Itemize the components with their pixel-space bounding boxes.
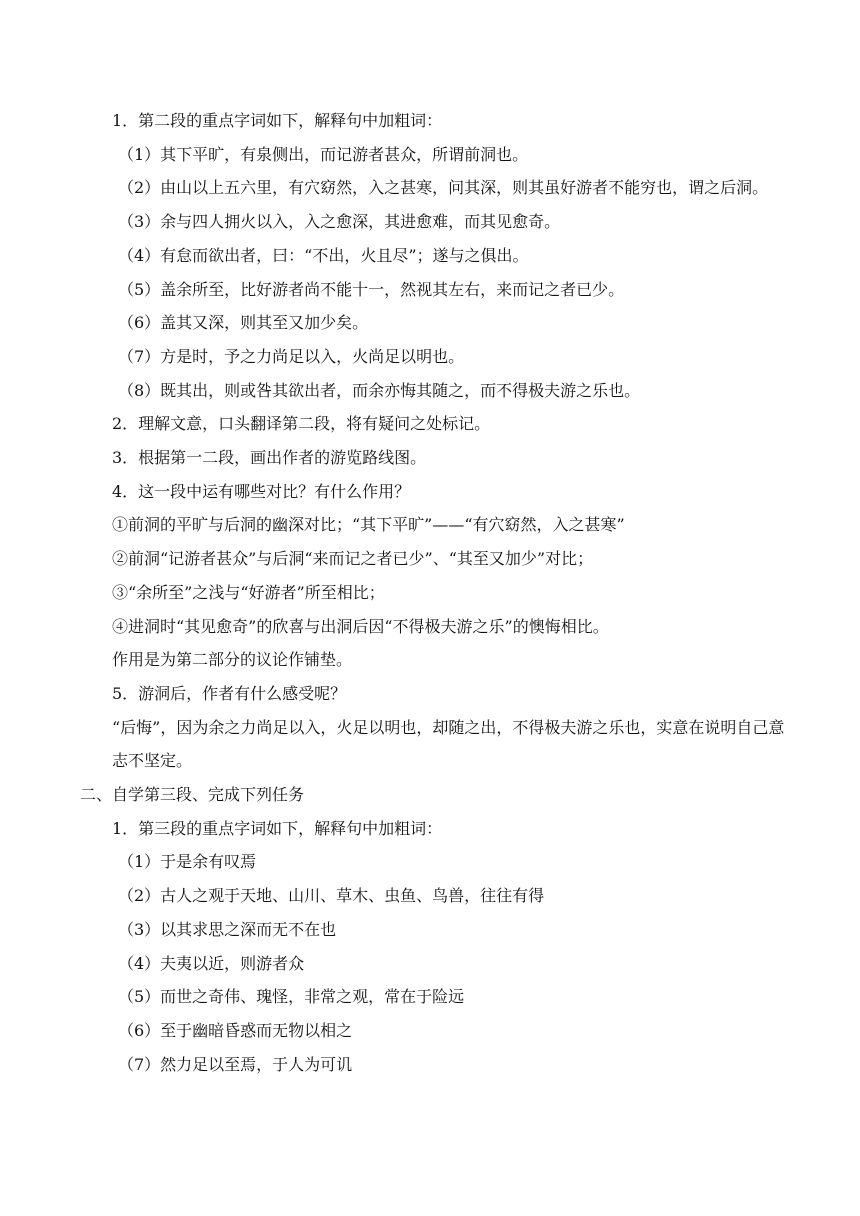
question-2: 2．理解文意，口头翻译第二段，将有疑问之处标记。 (112, 414, 491, 434)
contrast-4: ④进洞时“其见愈奇”的欣喜与出洞后因“不得极夫游之乐”的懊悔相比。 (112, 616, 609, 636)
question-4: 4．这一段中运有哪些对比？有什么作用？ (112, 481, 411, 501)
contrast-2: ②前洞“记游者甚众”与后洞“来而记之者已少”、“其至又加少”对比； (112, 549, 594, 569)
contrast-3: ③“余所至”之浅与“好游者”所至相比； (112, 582, 385, 602)
section-2-item-6: （6）至于幽暗昏惑而无物以相之 (118, 1020, 353, 1040)
question-5: 5．游洞后，作者有什么感受呢？ (112, 683, 347, 703)
item-6: （6）盖其又深，则其至又加少矣。 (118, 313, 369, 333)
item-4: （4）有怠而欲出者，曰：“不出，火且尽”；遂与之俱出。 (118, 245, 529, 265)
section-2-item-5: （5）而世之奇伟、瑰怪，非常之观，常在于险远 (118, 987, 465, 1007)
item-8: （8）既其出，则或咎其欲出者，而余亦悔其随之，而不得极夫游之乐也。 (118, 380, 641, 400)
question-3: 3．根据第一二段，画出作者的游览路线图。 (112, 448, 427, 468)
question-1-heading: 1．第二段的重点字词如下，解释句中加粗词： (112, 111, 443, 130)
section-2-item-2: （2）古人之观于天地、山川、草木、虫鱼、鸟兽，往往有得 (118, 886, 545, 906)
section-2-question-1: 1．第三段的重点字词如下，解释句中加粗词： (112, 818, 443, 838)
item-2: （2）由山以上五六里，有穴窈然，入之甚寒，问其深，则其虽好游者不能穷也，谓之后洞。 (118, 178, 769, 198)
section-2-item-7: （7）然力足以至焉，于人为可讥 (118, 1054, 353, 1074)
contrast-1: ①前洞的平旷与后洞的幽深对比；“其下平旷”——“有穴窈然，入之甚寒” (112, 515, 625, 535)
item-5: （5）盖余所至，比好游者尚不能十一，然视其左右，来而记之者已少。 (118, 279, 625, 299)
answer-5: “后悔”，因为余之力尚足以入，火足以明也，却随之出，不得极夫游之乐也，实意在说明自己意志不坚定。 (112, 717, 785, 771)
section-2-item-3: （3）以其求思之深而无不在也 (118, 919, 337, 939)
section-2-item-1: （1）于是余有叹焉 (118, 852, 257, 872)
contrast-purpose: 作用是为第二部分的议论作铺垫。 (112, 650, 353, 670)
item-3: （3）余与四人拥火以入，入之愈深，其进愈难，而其见愈奇。 (118, 212, 561, 232)
item-7: （7）方是时，予之力尚足以入，火尚足以明也。 (118, 346, 465, 366)
section-2-heading: 二、自学第三段、完成下列任务 (80, 785, 305, 805)
item-1: （1）其下平旷，有泉侧出，而记游者甚众，所谓前洞也。 (118, 144, 529, 164)
section-2-item-4: （4）夫夷以近，则游者众 (118, 953, 305, 973)
document-body (80, 104, 788, 1081)
